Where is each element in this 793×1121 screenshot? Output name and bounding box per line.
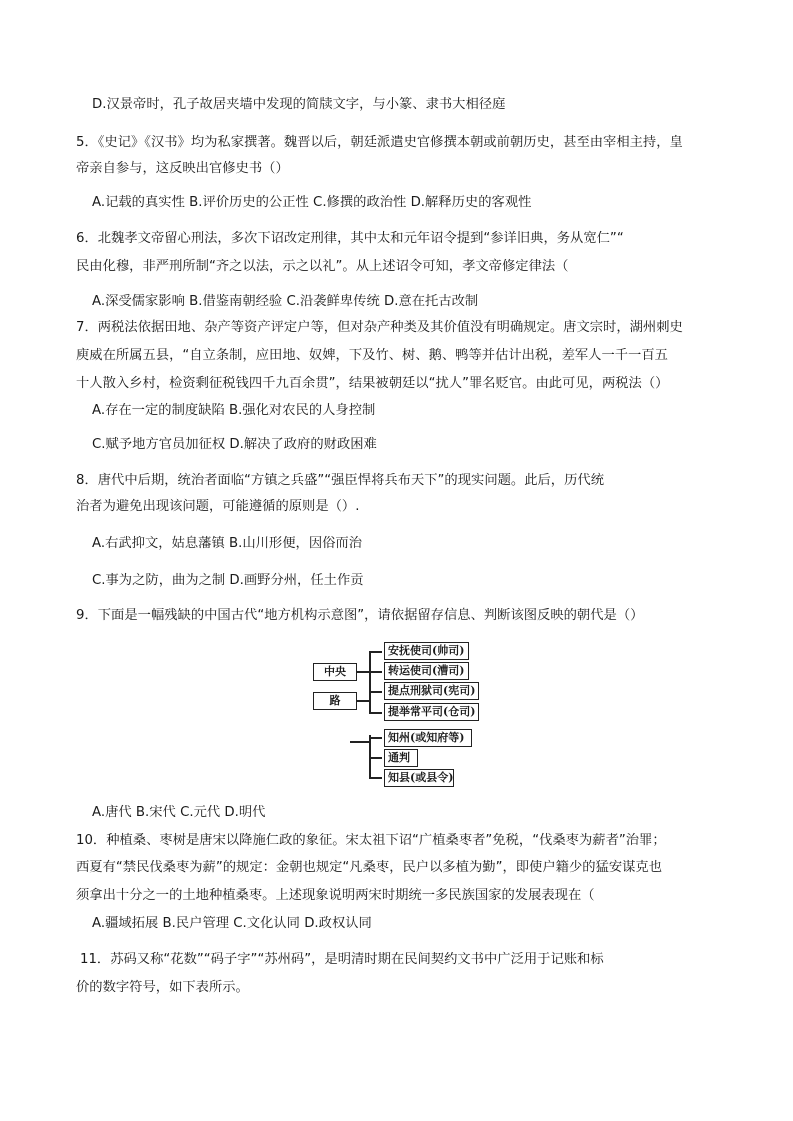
tiju-box: 提举常平司(仓司) bbox=[384, 703, 479, 721]
q8-options-1: A.右武抑文，姑息藩镇 B.山川形便，因俗而治 bbox=[92, 536, 363, 551]
arrow-3 bbox=[369, 691, 382, 693]
q8-stem-line2: 治者为避免出现该问题，可能遵循的原则是（）. bbox=[76, 499, 360, 514]
q4-option-d: D.汉景帝时，孔子故居夹墙中发现的简牍文字，与小篆、隶书大相径庭 bbox=[92, 97, 506, 112]
q7-options-2: C.赋予地方官员加征权 D.解决了政府的财政困难 bbox=[92, 437, 377, 452]
q11-stem-line2: 价的数字符号，如下表所示。 bbox=[76, 980, 249, 995]
anfu-box: 安抚使司(帅司) bbox=[384, 642, 469, 660]
lower-arrow-1 bbox=[369, 737, 382, 739]
connector-h-central bbox=[357, 671, 369, 673]
q8-options-2: C.事为之防，曲为之制 D.画野分州，任土作贡 bbox=[92, 573, 364, 588]
central-box: 中央 bbox=[313, 663, 357, 681]
q9-options: A.唐代 B.宋代 C.元代 D.明代 bbox=[92, 805, 266, 820]
q8-stem-line1: 8．唐代中后期，统治者面临“方镇之兵盛”“强臣悍将兵布天下”的现实问题。此后，历代统 bbox=[76, 473, 604, 488]
q9-stem: 9．下面是一幅残缺的中国古代“地方机构示意图”，请依据留存信息、判断该图反映的朝代是（） bbox=[76, 608, 644, 623]
q7-stem-line3: 十人散入乡村，检资剩征税钱四千九百余贯”，结果被朝廷以“扰人”罪名贬官。由此可见，两税法（） bbox=[76, 376, 669, 391]
lower-arrow-2 bbox=[369, 757, 382, 759]
tongpan-box: 通判 bbox=[384, 749, 418, 767]
lower-arrow-3 bbox=[369, 777, 382, 779]
zhixian-box: 知县(或县令) bbox=[384, 769, 454, 787]
q10-stem-line1: 10．种植桑、枣树是唐宋以降施仁政的象征。宋太祖下诏“广植桑枣者”免税，“伐桑枣为薪者”治罪； bbox=[76, 833, 666, 848]
lower-h bbox=[350, 741, 369, 743]
connector-h-lu bbox=[357, 700, 369, 702]
q5-stem-line1: 5．《史记》《汉书》均为私家撰著。魏晋以后，朝廷派遣史官修撰本朝或前朝历史，甚至由宰相主持，皇 bbox=[76, 135, 683, 150]
q6-options: A.深受儒家影响 B.借鉴南朝经验 C.沿袭鲜卑传统 D.意在托古改制 bbox=[92, 294, 479, 309]
lu-box: 路 bbox=[313, 692, 357, 710]
q7-options-1: A.存在一定的制度缺陷 B.强化对农民的人身控制 bbox=[92, 403, 376, 418]
zhizhou-box: 知州(或知府等) bbox=[384, 729, 472, 747]
q7-stem-line2: 庾威在所属五县，“自立条制，应田地、奴婢，下及竹、树、鹅、鸭等并估计出税，差军人一千一百五 bbox=[76, 348, 668, 363]
zhuanyun-box: 转运使司(漕司) bbox=[384, 662, 469, 680]
q10-stem-line3: 须拿出十分之一的土地种植桑枣。上述现象说明两宋时期统一多民族国家的发展表现在（ bbox=[76, 888, 595, 903]
q10-options: A.疆域拓展 B.民户管理 C.文化认同 D.政权认同 bbox=[92, 916, 372, 931]
q5-options: A.记载的真实性 B.评价历史的公正性 C.修撰的政治性 D.解释历史的客观性 bbox=[92, 195, 532, 210]
q10-stem-line2: 西夏有“禁民伐桑枣为薪”的规定：金朝也规定“凡桑枣，民户以多植为勤”，即使户籍少的猛安谋克也 bbox=[76, 860, 663, 875]
arrow-1 bbox=[369, 651, 382, 653]
arrow-2 bbox=[369, 671, 382, 673]
arrow-4 bbox=[369, 712, 382, 714]
q6-stem-line2: 民由化穆，非严刑所制“齐之以法，示之以礼”。从上述诏令可知，孝文帝修定律法（ bbox=[76, 259, 569, 274]
connector-v-right bbox=[369, 651, 371, 713]
q5-stem-line2: 帝亲自参与，这反映出官修史书（） bbox=[76, 161, 289, 176]
q7-stem-line1: 7．两税法依据田地、杂产等资产评定户等，但对杂产种类及其价值没有明确规定。唐文宗时，湖州刺史 bbox=[76, 320, 683, 335]
q6-stem-line1: 6．北魏孝文帝留心刑法，多次下诏改定刑律，其中太和元年诏令提到“参详旧典，务从宽仁”“ bbox=[76, 231, 624, 246]
q11-stem-line1: 11．苏码又称“花数”“码子字”“苏州码”，是明清时期在民间契约文书中广泛用于记账和标 bbox=[80, 952, 604, 967]
tidian-box: 提点刑狱司(宪司) bbox=[384, 682, 479, 700]
